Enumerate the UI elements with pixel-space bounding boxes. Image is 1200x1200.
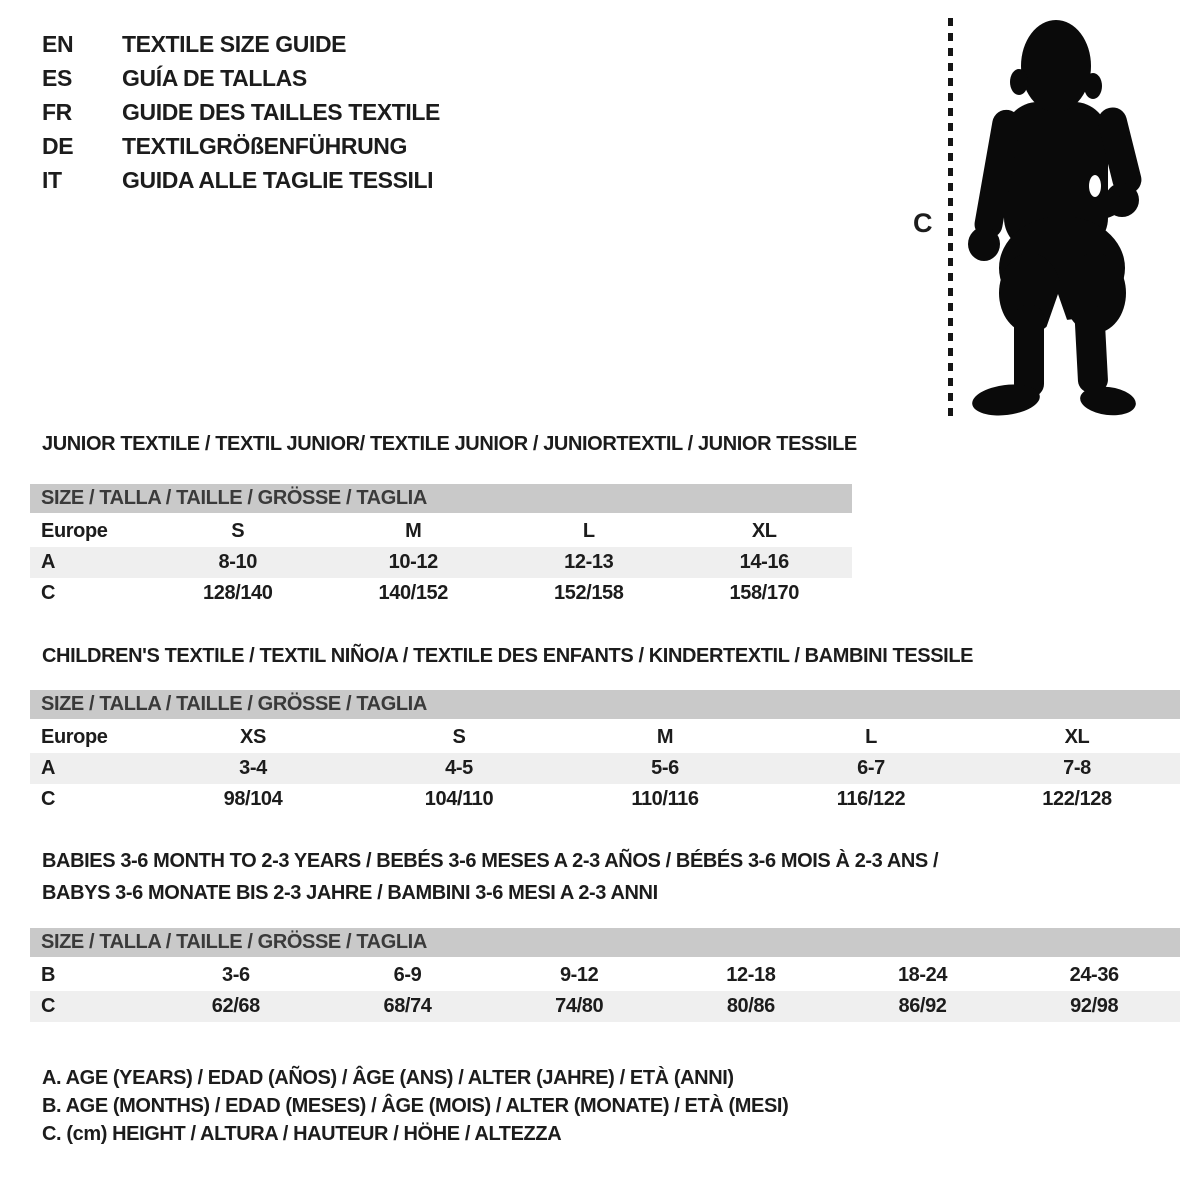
size-table-row [30,784,1180,815]
size-cell: 116/122 [836,788,906,810]
size-cell: 12-13 [564,551,614,573]
size-cell: 7-8 [1063,757,1091,779]
height-measure-dashed-line [948,18,953,416]
size-table-header: SIZE / TALLA / TAILLE / GRÖSSE / TAGLIA [30,928,1180,957]
row-label: A [41,551,56,573]
size-cell: M [405,520,422,542]
language-row [42,27,440,61]
size-cell: L [865,726,877,748]
size-cell: 3-6 [221,964,250,986]
size-cell: 152/158 [554,582,624,604]
size-cell: 12-18 [726,964,776,986]
legend-line-a: A. AGE (YEARS) / EDAD (AÑOS) / ÂGE (ANS) / ALTER (JAHRE) / ETÀ (ANNI) [42,1067,734,1089]
section-title-babies [42,845,938,909]
size-cell: M [656,726,674,748]
size-cell: 92/98 [1070,995,1119,1017]
row-label: B [41,964,56,986]
size-table-body [30,516,852,609]
language-row [42,61,440,95]
size-cell: 74/80 [555,995,604,1017]
size-cell: 104/110 [424,788,494,810]
size-table-header: SIZE / TALLA / TAILLE / GRÖSSE / TAGLIA [30,690,1180,719]
size-cell: 18-24 [897,964,948,986]
size-cell: 4-5 [445,757,473,779]
size-table-row [30,991,1180,1022]
size-cell: 98/104 [223,788,283,810]
language-row [42,163,440,197]
size-cell: 68/74 [383,995,432,1017]
language-code: IT [42,167,62,193]
size-cell: 140/152 [378,582,448,604]
size-cell: 3-4 [239,757,267,779]
size-table-row [30,722,1180,753]
language-code: EN [42,31,74,57]
section-title-junior [42,428,857,460]
size-cell: 5-6 [651,757,679,779]
row-label: C [41,582,56,604]
size-cell: XL [1064,726,1090,748]
size-cell: 24-36 [1069,964,1119,986]
size-table-children [30,690,1180,815]
size-table-junior [30,484,852,609]
size-cell: 14-16 [739,551,789,573]
row-label: A [41,757,56,779]
legend-line-b: B. AGE (MONTHS) / EDAD (MESES) / ÂGE (MOIS) / ALTER (MONATE) / ETÀ (MESI) [42,1095,789,1117]
size-cell: 122/128 [1042,788,1112,810]
guide-title: GUIDE DES TAILLES TEXTILE [122,99,440,125]
size-table-body [30,722,1180,815]
size-table-row [30,547,852,578]
size-table-row [30,578,852,609]
language-row [42,129,440,163]
toddler-silhouette [958,10,1148,418]
row-label: Europe [41,520,108,542]
language-code: ES [42,65,72,91]
size-cell: XL [751,520,777,542]
size-table-row [30,516,852,547]
size-cell: 6-9 [393,964,422,986]
row-label: C [41,788,56,810]
size-cell: S [231,520,245,542]
size-cell: XS [240,726,266,748]
measurement-legend [42,1064,788,1148]
size-cell: 86/92 [898,995,947,1017]
row-label: Europe [41,726,108,748]
size-cell: 110/116 [631,788,699,810]
section-title-line: BABIES 3-6 MONTH TO 2-3 YEARS / BEBÉS 3-6 MESES A 2-3 AÑOS / BÉBÉS 3-6 MOIS À 2-3 ANS / [42,850,939,872]
guide-title: GUIDA ALLE TAGLIE TESSILI [122,167,434,193]
size-cell: S [452,726,466,748]
height-measure-label: C [913,208,933,238]
section-title-children [42,640,973,672]
size-cell: 80/86 [726,995,775,1017]
size-cell: 10-12 [388,551,438,573]
size-cell: 62/68 [211,995,260,1017]
section-title-line: CHILDREN'S TEXTILE / TEXTIL NIÑO/A / TEXTILE DES ENFANTS / KINDERTEXTIL / BAMBINI TESSILE [42,645,974,667]
guide-title: TEXTILGRÖßENFÜHRUNG [122,133,407,159]
size-table-row [30,960,1180,991]
size-cell: 6-7 [857,757,885,779]
language-code: DE [42,133,74,159]
section-title-line: JUNIOR TEXTILE / TEXTIL JUNIOR/ TEXTILE JUNIOR / JUNIORTEXTIL / JUNIOR TESSILE [42,433,857,455]
size-table-babies [30,928,1180,1022]
guide-title: TEXTILE SIZE GUIDE [122,31,347,57]
size-table-row [30,753,1180,784]
size-table-body [30,960,1180,1022]
language-title-list [42,27,440,197]
guide-title: GUÍA DE TALLAS [122,65,307,91]
size-cell: 8-10 [218,551,257,573]
size-table-header: SIZE / TALLA / TAILLE / GRÖSSE / TAGLIA [30,484,852,513]
size-cell: 128/140 [203,582,273,604]
legend-line-c: C. (cm) HEIGHT / ALTURA / HAUTEUR / HÖHE / ALTEZZA [42,1123,562,1145]
section-title-line: BABYS 3-6 MONATE BIS 2-3 JAHRE / BAMBINI 3-6 MESI A 2-3 ANNI [42,882,658,904]
row-label: C [41,995,56,1017]
language-code: FR [42,99,72,125]
size-cell: 158/170 [729,582,799,604]
language-row [42,95,440,129]
size-cell: L [582,520,595,542]
size-cell: 9-12 [559,964,599,986]
